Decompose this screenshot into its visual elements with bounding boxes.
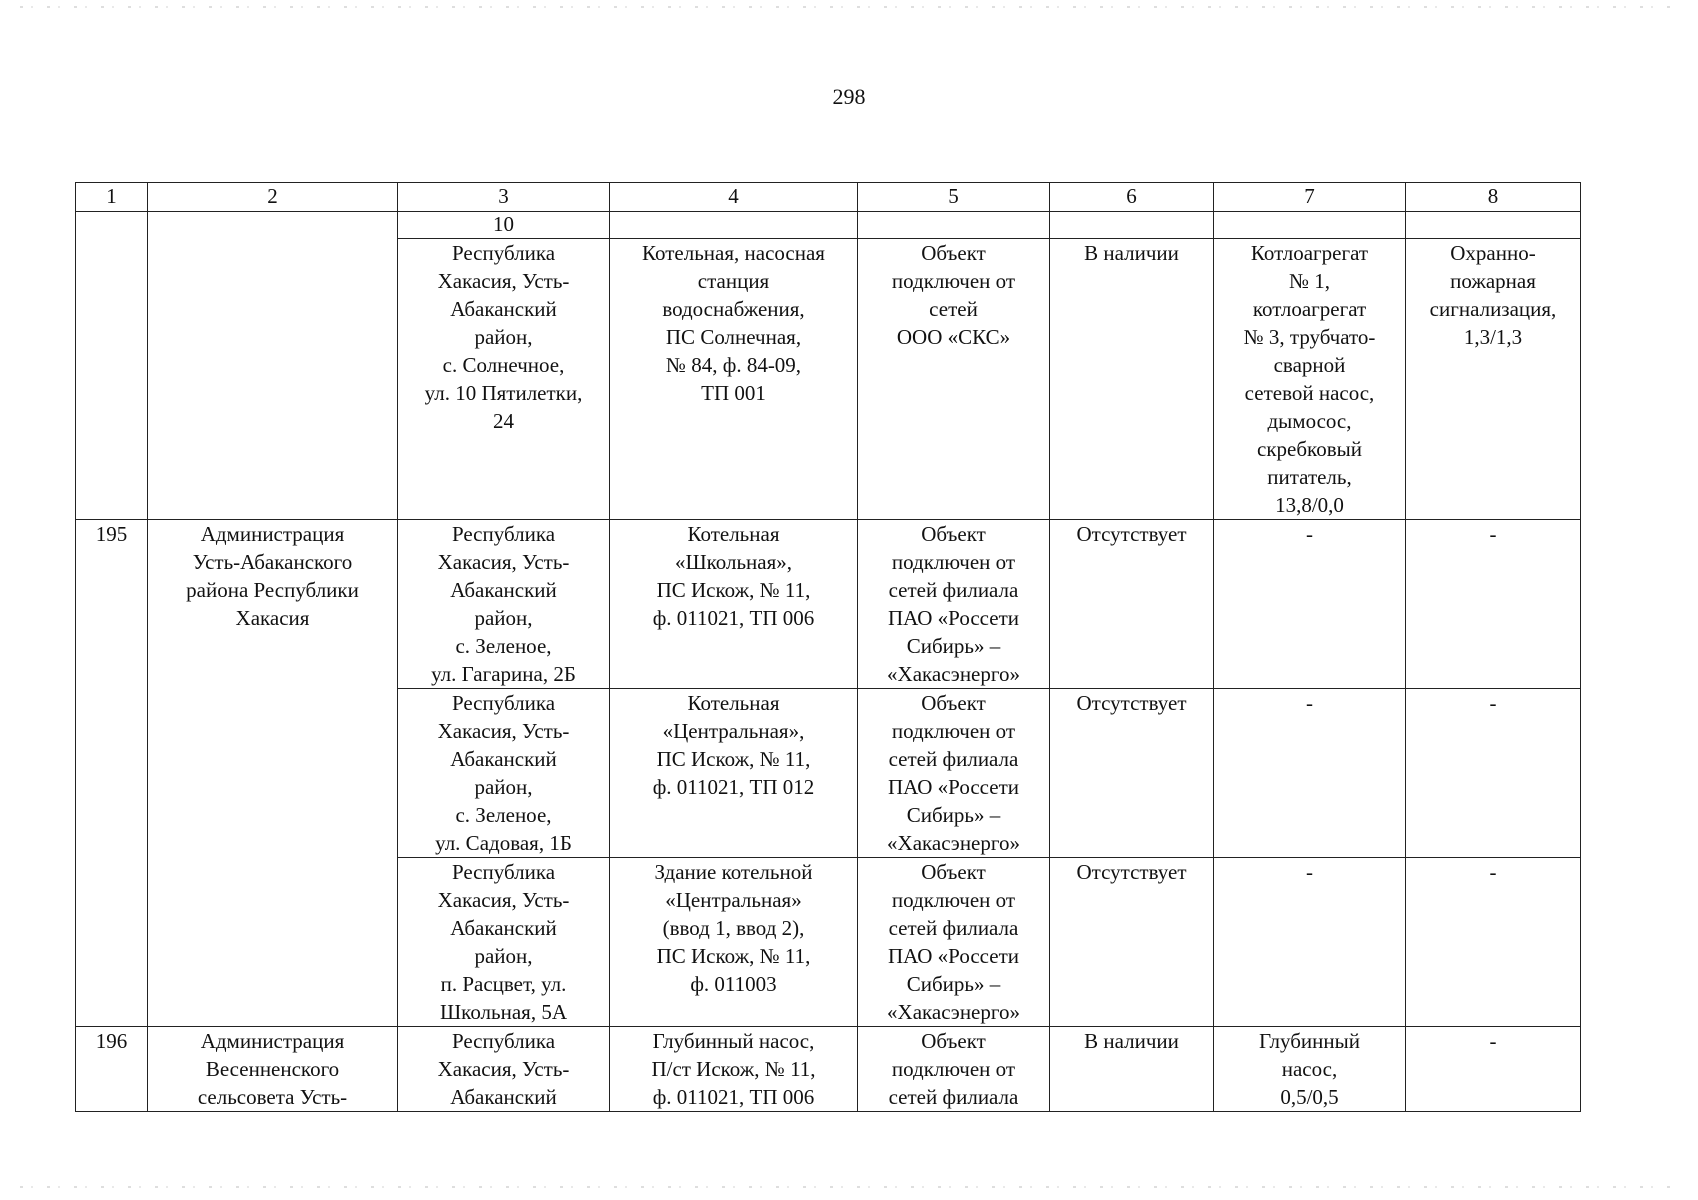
column-number: 4: [610, 183, 858, 212]
row-number-cell: 195: [76, 520, 148, 1027]
column-number: 1: [76, 183, 148, 212]
empty-cell: [1214, 212, 1406, 239]
column-number: 8: [1406, 183, 1581, 212]
column-number: 3: [398, 183, 610, 212]
column-number: 5: [858, 183, 1050, 212]
empty-cell: [858, 212, 1050, 239]
object-cell: Здание котельной «Центральная» (ввод 1, ввод 2), ПС Искож, № 11, ф. 011003: [610, 858, 858, 1027]
empty-cell: [610, 212, 858, 239]
address-cell: Республика Хакасия, Усть- Абаканский: [398, 1027, 610, 1112]
security-cell: -: [1406, 1027, 1581, 1112]
organization-cell: Администрация Весенненского сельсовета Усть-: [148, 1027, 398, 1112]
equipment-cell: Котлоагрегат № 1, котлоагрегат № 3, трубчато- сварной сетевой насос, дымосос, скребковый питатель, 13,8/0,0: [1214, 239, 1406, 520]
scan-noise-bottom: [20, 1186, 1678, 1188]
connection-cell: Объект подключен от сетей филиала ПАО «Россети Сибирь» – «Хакасэнерго»: [858, 520, 1050, 689]
connection-cell: Объект подключен от сетей ООО «СКС»: [858, 239, 1050, 520]
column-number: 6: [1050, 183, 1214, 212]
status-cell: Отсутствует: [1050, 520, 1214, 689]
equipment-cell: -: [1214, 858, 1406, 1027]
document-table: [75, 182, 1581, 1112]
table-row: [76, 520, 1581, 689]
status-cell: Отсутствует: [1050, 858, 1214, 1027]
object-cell: Котельная «Центральная», ПС Искож, № 11, ф. 011021, ТП 012: [610, 689, 858, 858]
organization-cell: Администрация Усть-Абаканского района Республики Хакасия: [148, 520, 398, 1027]
empty-cell: [1050, 212, 1214, 239]
scan-noise-top: [20, 6, 1678, 8]
row-number-cell: 196: [76, 1027, 148, 1112]
equipment-cell: Глубинный насос, 0,5/0,5: [1214, 1027, 1406, 1112]
security-cell: -: [1406, 689, 1581, 858]
object-cell: Котельная, насосная станция водоснабжения, ПС Солнечная, № 84, ф. 84-09, ТП 001: [610, 239, 858, 520]
address-cell: Республика Хакасия, Усть- Абаканский район, п. Расцвет, ул. Школьная, 5А: [398, 858, 610, 1027]
column-number: 2: [148, 183, 398, 212]
equipment-cell: -: [1214, 689, 1406, 858]
connection-cell: Объект подключен от сетей филиала ПАО «Россети Сибирь» – «Хакасэнерго»: [858, 858, 1050, 1027]
column-number-row: [76, 183, 1581, 212]
column-number: 7: [1214, 183, 1406, 212]
address-cell: Республика Хакасия, Усть- Абаканский район, с. Солнечное, ул. 10 Пятилетки, 24: [398, 239, 610, 520]
equipment-cell: -: [1214, 520, 1406, 689]
object-cell: Глубинный насос, П/ст Искож, № 11, ф. 011021, ТП 006: [610, 1027, 858, 1112]
status-cell: Отсутствует: [1050, 689, 1214, 858]
object-cell: Котельная «Школьная», ПС Искож, № 11, ф. 011021, ТП 006: [610, 520, 858, 689]
organization-cell: [148, 212, 398, 520]
empty-cell: [1406, 212, 1581, 239]
address-cell: Республика Хакасия, Усть- Абаканский район, с. Зеленое, ул. Садовая, 1Б: [398, 689, 610, 858]
continuation-subrow: [76, 212, 1581, 239]
security-cell: Охранно- пожарная сигнализация, 1,3/1,3: [1406, 239, 1581, 520]
status-cell: В наличии: [1050, 1027, 1214, 1112]
page-number: 298: [832, 84, 866, 109]
address-cell: Республика Хакасия, Усть- Абаканский район, с. Зеленое, ул. Гагарина, 2Б: [398, 520, 610, 689]
status-cell: В наличии: [1050, 239, 1214, 520]
security-cell: -: [1406, 858, 1581, 1027]
address-continuation-cell: 10: [398, 212, 610, 239]
table-row: [76, 1027, 1581, 1112]
row-number-cell: [76, 212, 148, 520]
connection-cell: Объект подключен от сетей филиала ПАО «Россети Сибирь» – «Хакасэнерго»: [858, 689, 1050, 858]
security-cell: -: [1406, 520, 1581, 689]
connection-cell: Объект подключен от сетей филиала: [858, 1027, 1050, 1112]
